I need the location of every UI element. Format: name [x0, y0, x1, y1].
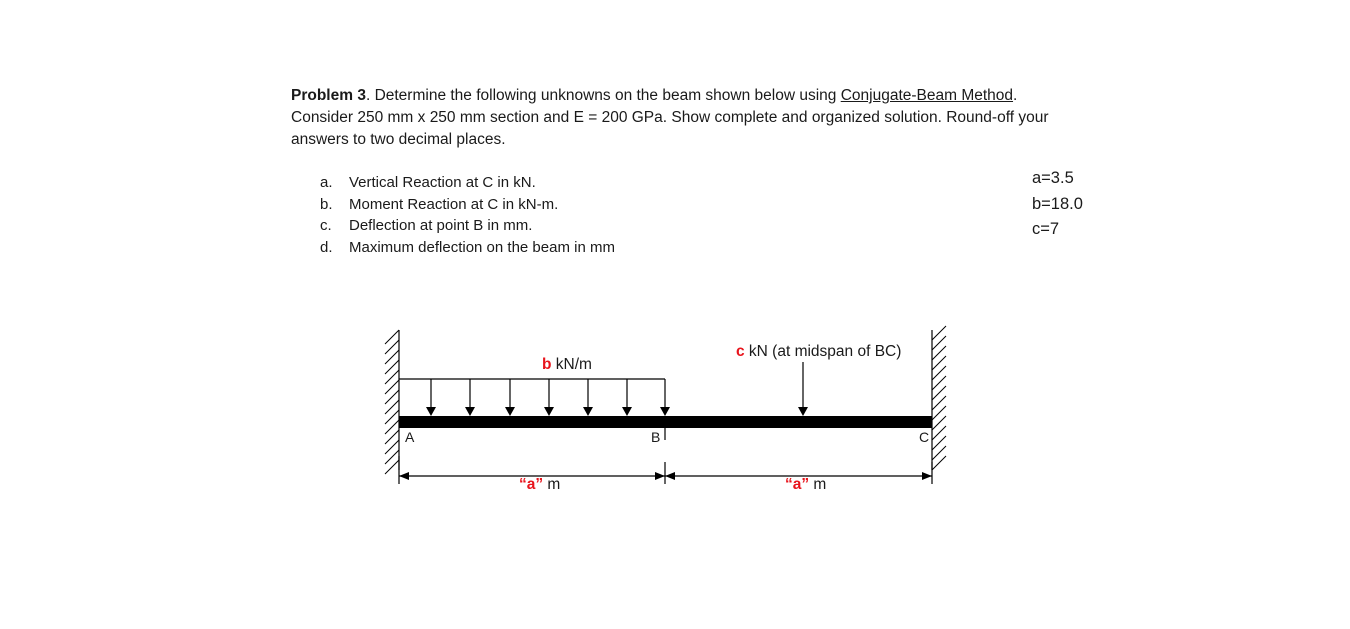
wall-c-hatch [932, 326, 946, 470]
item-letter: c. [320, 217, 332, 235]
list-item [320, 172, 615, 194]
wall-a-hatch [385, 330, 399, 474]
item-letter: b. [320, 195, 333, 213]
point-load-label: c kN (at midspan of BC) [736, 343, 902, 360]
point-c-label: C [919, 429, 930, 445]
item-letter: a. [320, 174, 333, 191]
given-b: b=18.0 [1032, 194, 1083, 213]
problem-text-part1: . Determine the following unknowns on the beam shown below using [365, 87, 841, 104]
problem-text-part2: . Consider 250 mm x 250 mm section and E = 200 GPa. Show complete and organized solution. Round-off your answers to two decimal places. [291, 87, 1049, 148]
dim-bc-label: “a” m [785, 476, 827, 493]
unknowns-list [320, 172, 615, 259]
point-load-arrowhead [798, 407, 808, 416]
item-text: Maximum deflection on the beam in mm [349, 239, 615, 257]
item-text: Vertical Reaction at C in kN. [349, 174, 536, 191]
item-text: Moment Reaction at C in kN-m. [349, 195, 559, 213]
item-text: Deflection at point B in mm. [349, 217, 533, 235]
point-b-label: B [651, 429, 661, 445]
beam-diagram [372, 322, 952, 502]
item-letter: d. [320, 239, 333, 257]
point-a-label: A [405, 429, 415, 445]
list-item [320, 215, 615, 237]
beam [399, 416, 932, 428]
dim-ab-label: “a” m [519, 476, 561, 493]
udl-arrows [431, 379, 665, 407]
given-c: c=7 [1032, 220, 1060, 238]
list-item [320, 194, 615, 216]
list-item [320, 237, 615, 259]
method-name: Conjugate-Beam Method [840, 87, 1014, 104]
given-values [1032, 166, 1083, 243]
distributed-load-label: b kN/m [542, 356, 592, 373]
given-a: a=3.5 [1032, 169, 1074, 187]
problem-statement [291, 85, 1081, 151]
problem-number: Problem 3 [291, 87, 366, 104]
